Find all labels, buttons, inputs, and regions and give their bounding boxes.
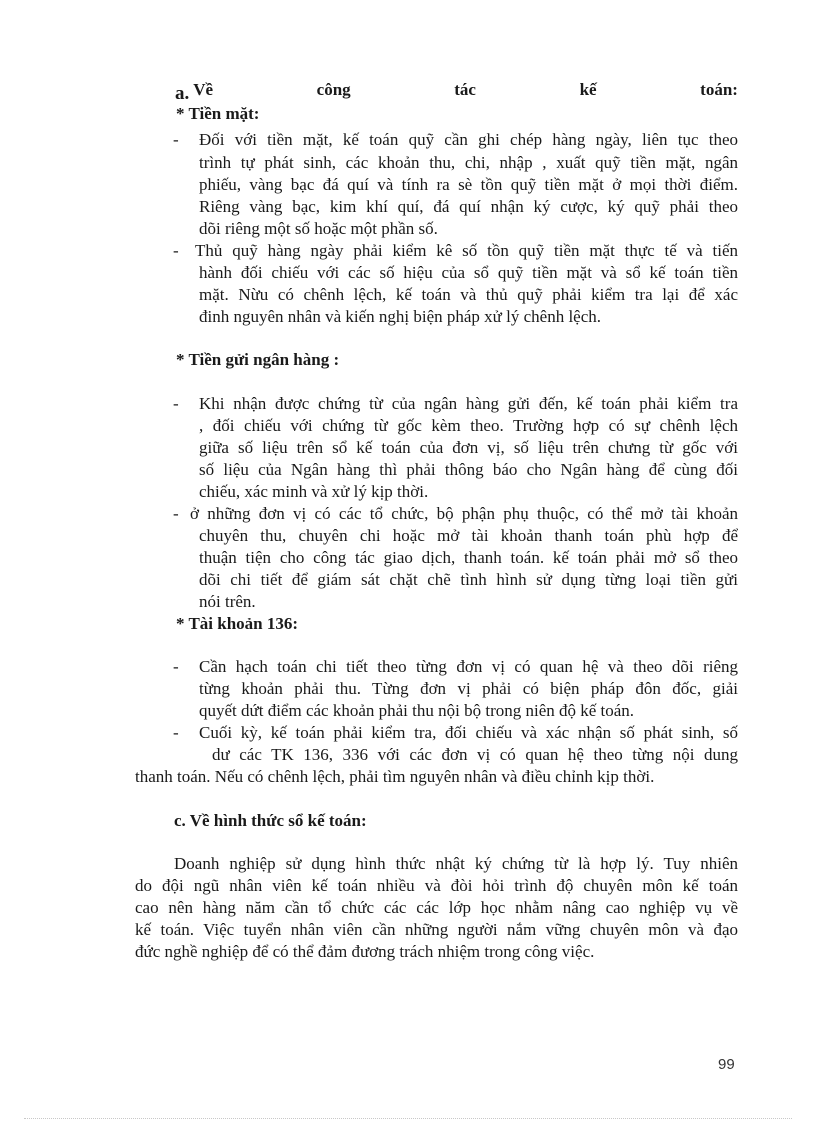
bank-heading: * Tiền gửi ngân hàng : xyxy=(176,350,340,369)
bank-item2-line: dõi chi tiết để giám sát chặt chẽ tình hình sử dụng từng loại tiền gửi xyxy=(199,570,738,589)
cash-heading: * Tiền mặt: xyxy=(176,104,260,123)
page-number: 99 xyxy=(718,1056,735,1073)
section-c-line: kế toán. Việc tuyển nhân viên cần những người nắm vững chuyên môn và đạo xyxy=(135,920,738,939)
bullet-dash: - xyxy=(173,394,179,413)
cash-item2-line: hành đối chiếu với các số hiệu của sổ quỹ tiền mặt và sổ kế toán tiền xyxy=(199,263,738,282)
cash-item1-line: trình tự phát sinh, các khoản thu, chi, nhập , xuất quỹ tiền mặt, ngân xyxy=(199,153,738,172)
bank-item2-line: ở những đơn vị có các tổ chức, bộ phận phụ thuộc, có thể mở tài khoản xyxy=(190,504,738,523)
cash-item1-line: phiếu, vàng bạc đá quí và tính ra sè tồn quỹ tiền mặt ở mọi thời điểm. xyxy=(199,175,738,194)
bullet-dash: - xyxy=(173,130,179,149)
bullet-dash: - xyxy=(173,723,179,742)
section-a-heading xyxy=(175,80,738,102)
account136-item2-line: Cuối kỳ, kế toán phải kiểm tra, đối chiếu và xác nhận số phát sinh, số xyxy=(199,723,738,742)
cash-item2-line: đinh nguyên nhân và kiến nghị biện pháp xử lý chênh lệch. xyxy=(199,307,602,326)
bank-item2-line: chuyên thu, chuyên chi hoặc mở tài khoản thanh toán phù hợp để xyxy=(199,526,738,545)
account136-item2-line: dư các TK 136, 336 với các đơn vị có quan hệ theo từng nội dung xyxy=(212,745,738,764)
section-c-line: đức nghề nghiệp để có thể đảm đương trách nhiệm trong công việc. xyxy=(135,942,595,961)
section-c-heading: c. Về hình thức sổ kế toán: xyxy=(174,811,367,830)
cash-item1-line: Riêng vàng bạc, kim khí quí, đá quí nhận ký cược, ký quỹ phải theo xyxy=(199,197,738,216)
cash-item1-line: dõi riêng một số hoặc một phần số. xyxy=(199,219,438,238)
section-c-line: do đội ngũ nhân viên kế toán nhiều và đòi hỏi trình độ chuyên môn kế toán xyxy=(135,876,738,895)
bank-item2-line: nói trên. xyxy=(199,592,256,611)
account136-heading: * Tài khoản 136: xyxy=(176,614,299,633)
section-c-line: cao nên hàng năm cần tổ chức các các lớp học nhằm nâng cao nghiệp vụ về xyxy=(135,898,738,917)
section-a-word: tác xyxy=(454,80,476,99)
bank-item1-line: chiếu, xác minh và xử lý kịp thời. xyxy=(199,482,429,501)
section-a-word: công xyxy=(316,80,351,99)
bullet-dash: - xyxy=(173,241,179,260)
bank-item1-line: số liệu của Ngân hàng thì phải thông báo cho Ngân hàng để cùng đối xyxy=(199,460,738,479)
bullet-dash: - xyxy=(173,504,179,523)
section-a-letter: a. xyxy=(175,83,190,104)
cash-item2-line: Thủ quỹ hàng ngày phải kiểm kê số tồn quỹ tiền mặt thực tế và tiến xyxy=(195,241,738,260)
bank-item1-line: Khi nhận được chứng từ của ngân hàng gửi đến, kế toán phải kiểm tra xyxy=(199,394,738,413)
cash-item2-line: mặt. Nừu có chênh lệch, kế toán và thủ quỹ phải kiểm tra lại để xác xyxy=(199,285,738,304)
bank-item1-line: giữa số liệu trên sổ kế toán của đơn vị, số liệu trên chưng từ gốc với xyxy=(199,438,738,457)
account136-item1-line: Cần hạch toán chi tiết theo từng đơn vị có quan hệ và theo dõi riêng xyxy=(199,657,738,676)
bank-item2-line: thuận tiện cho công tác giao dịch, thanh toán. kế toán phải mở sổ theo xyxy=(199,548,738,567)
bullet-dash: - xyxy=(173,657,179,676)
account136-item2-line: thanh toán. Nếu có chênh lệch, phải tìm nguyên nhân và điều chỉnh kịp thời. xyxy=(135,767,655,786)
account136-item1-line: từng khoản phải thu. Từng đơn vị phải có biện pháp đôn đốc, giải xyxy=(199,679,738,698)
bank-item1-line: , đối chiếu với chứng từ gốc kèm theo. Trường hợp có sự chênh lệch xyxy=(199,416,738,435)
section-a-word: kế xyxy=(579,80,597,99)
section-a-word: toán: xyxy=(700,80,738,99)
page-bottom-border xyxy=(24,1118,792,1119)
account136-item1-line: quyết dứt điểm các khoản phải thu nội bộ trong niên độ kế toán. xyxy=(199,701,635,720)
section-a-word: Về xyxy=(193,80,214,99)
section-c-line: Doanh nghiệp sử dụng hình thức nhật ký chứng từ là hợp lý. Tuy nhiên xyxy=(174,854,738,873)
cash-item1-line: Đối với tiền mặt, kế toán quỹ cần ghi chép hàng ngày, liên tục theo xyxy=(199,130,738,149)
